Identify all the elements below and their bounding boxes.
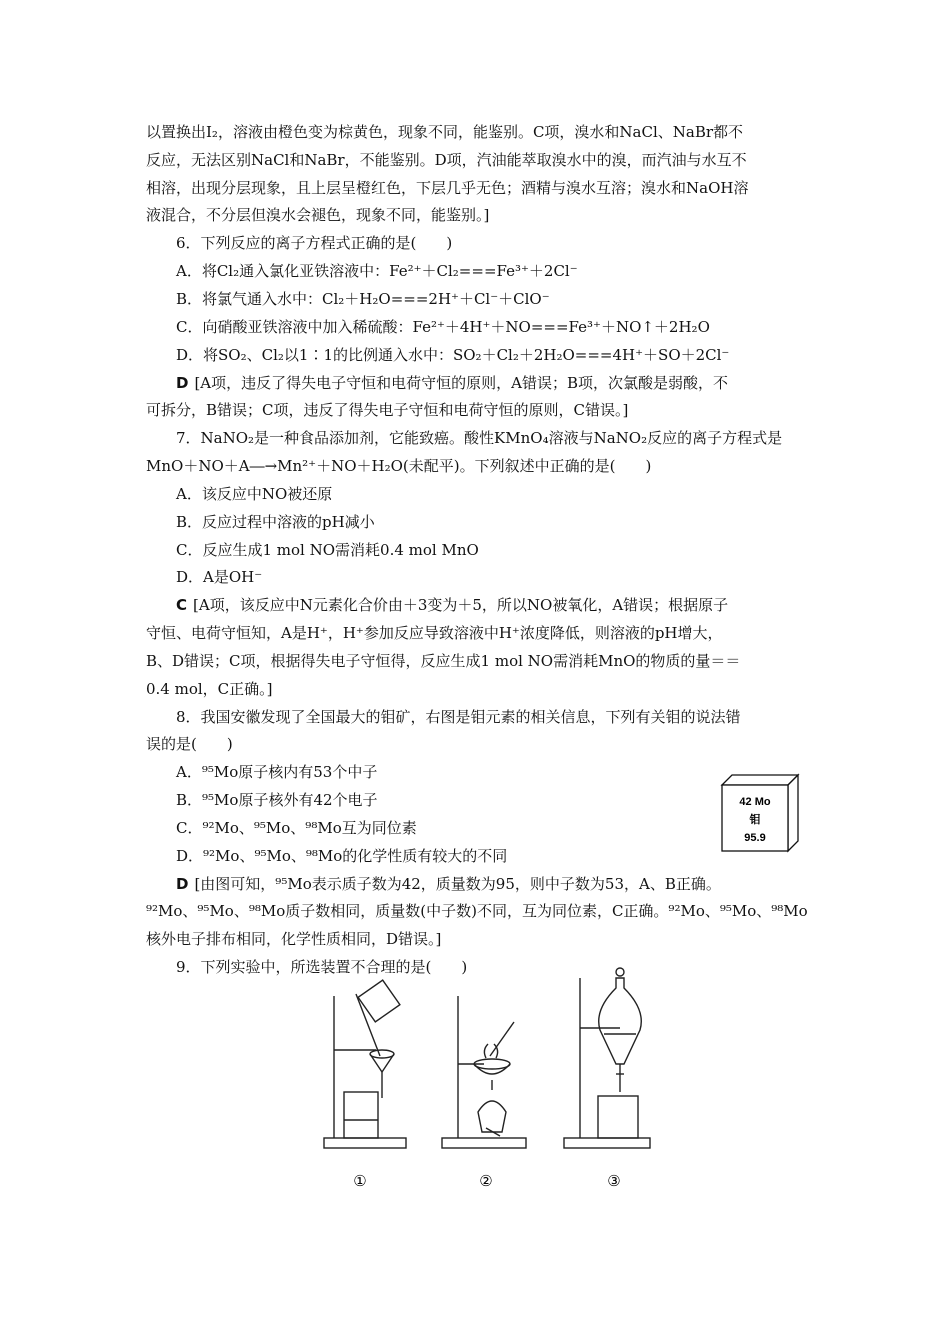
answer-8	[176, 874, 846, 894]
option-8a: A．⁹⁵Mo原子核内有53个中子	[176, 763, 378, 781]
text-line: 0.4 mol，C正确。]	[146, 680, 273, 698]
text-line: 以置换出I₂，溶液由橙色变为棕黄色，现象不同，能鉴别。C项，溴水和NaCl、NaBr都不	[146, 123, 744, 141]
question-8: 8．我国安徽发现了全国最大的钼矿，右图是钼元素的相关信息，下列有关钼的说法错	[176, 708, 741, 726]
option-7b: B．反应过程中溶液的pH减小	[176, 513, 375, 531]
question-7: 7．NaNO₂是一种食品添加剂，它能致癌。酸性KMnO₄溶液与NaNO₂反应的离子方程式是	[176, 429, 783, 447]
option-8b: B．⁹⁵Mo原子核外有42个电子	[176, 791, 378, 809]
text-line: MnO＋NO＋A―→Mn²⁺＋NO＋H₂O(未配平)。下列叙述中正确的是( )	[146, 457, 652, 475]
text-line: 液混合，不分层但溴水会褪色，现象不同，能鉴别。]	[146, 206, 490, 224]
text-line: 守恒、电荷守恒知，A是H⁺，H⁺参加反应导致溶液中H⁺浓度降低，则溶液的pH增大，	[146, 624, 723, 642]
text-line: 相溶，出现分层现象，且上层呈橙红色，下层几乎无色；酒精与溴水互溶；溴水和NaOH溶	[146, 179, 749, 197]
figure-label-3: ③	[607, 1172, 621, 1190]
atomic-mass: 95.9	[744, 832, 766, 844]
answer-text: [A项，违反了得失电子守恒和电荷守恒的原则，A错误；B项，次氯酸是弱酸，不	[194, 374, 728, 392]
answer-7	[176, 595, 846, 615]
question-6: 6．下列反应的离子方程式正确的是( )	[176, 234, 453, 252]
answer-letter: C	[176, 596, 188, 614]
figure-label-2: ②	[479, 1172, 493, 1190]
text-line: 可拆分，B错误；C项，违反了得失电子守恒和电荷守恒的原则，C错误。]	[146, 401, 629, 419]
evaporation-apparatus	[442, 996, 526, 1148]
answer-text: [A项，该反应中N元素化合价由＋3变为＋5，所以NO被氧化，A错误；根据原子	[193, 596, 729, 614]
answer-letter: D	[176, 374, 189, 392]
option-7d: D．A是OH⁻	[176, 568, 263, 586]
text-line: 反应，无法区别NaCl和NaBr，不能鉴别。D项，汽油能萃取溴水中的溴，而汽油与水互不	[146, 151, 747, 169]
element-name: 钼	[749, 813, 761, 826]
option-7c: C．反应生成1 mol NO需消耗0.4 mol MnO	[176, 541, 479, 559]
answer-text: [由图可知，⁹⁵Mo表示质子数为42，质量数为95，则中子数为53，A、B正确。	[194, 875, 721, 893]
option-6a: A．将Cl₂通入氯化亚铁溶液中：Fe²⁺＋Cl₂===Fe³⁺＋2Cl⁻	[176, 262, 578, 280]
text-line: ⁹²Mo、⁹⁵Mo、⁹⁸Mo质子数相同，质量数(中子数)不同，互为同位素，C正确。⁹²Mo、⁹⁵Mo、⁹⁸Mo	[146, 902, 808, 920]
answer-6	[176, 373, 846, 393]
lab-apparatus-figure	[316, 960, 656, 1200]
option-7a: A．该反应中NO被还原	[176, 485, 333, 503]
option-8d: D．⁹²Mo、⁹⁵Mo、⁹⁸Mo的化学性质有较大的不同	[176, 847, 508, 865]
answer-letter: D	[176, 875, 189, 893]
text-line: 核外电子排布相同，化学性质相同，D错误。]	[146, 930, 442, 948]
option-6d: D．将SO₂、Cl₂以1∶1的比例通入水中：SO₂＋Cl₂＋2H₂O===4H⁺＋SO＋2Cl⁻	[176, 346, 730, 364]
filtration-apparatus	[324, 980, 406, 1148]
option-8c: C．⁹²Mo、⁹⁵Mo、⁹⁸Mo互为同位素	[176, 819, 417, 837]
atomic-number-symbol: 42 Mo	[739, 796, 771, 808]
figure-label-1: ①	[353, 1172, 367, 1190]
separatory-funnel-apparatus	[564, 968, 650, 1148]
option-6b: B．将氯气通入水中：Cl₂＋H₂O===2H⁺＋Cl⁻＋ClO⁻	[176, 290, 550, 308]
question-9: 9．下列实验中，所选装置不合理的是( )	[176, 958, 468, 976]
molybdenum-element-box	[720, 773, 800, 853]
text-line: B、D错误；C项，根据得失电子守恒得，反应生成1 mol NO需消耗MnO的物质的量＝＝	[146, 652, 741, 670]
text-line: 误的是( )	[146, 735, 233, 753]
option-6c: C．向硝酸亚铁溶液中加入稀硫酸：Fe²⁺＋4H⁺＋NO===Fe³⁺＋NO↑＋2H₂O	[176, 318, 710, 336]
